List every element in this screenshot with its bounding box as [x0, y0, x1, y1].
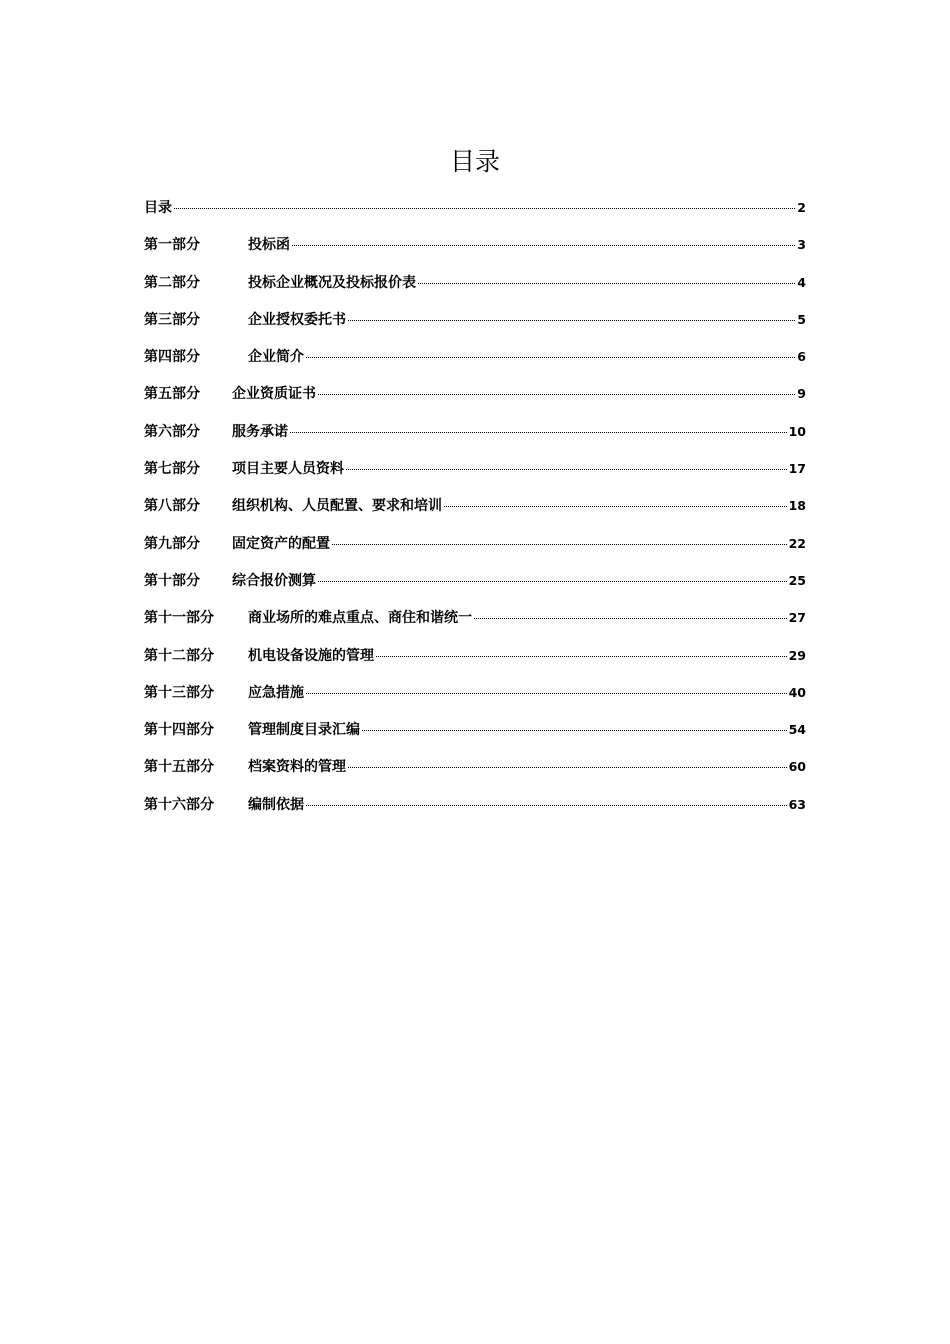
toc-entry-part: 第十一部分 — [144, 610, 214, 627]
toc-entry-title: 组织机构、人员配置、要求和培训 — [232, 498, 442, 515]
toc-entry[interactable] — [144, 570, 806, 607]
toc-entry-part: 第十五部分 — [144, 759, 214, 776]
toc-entry-page: 54 — [788, 722, 806, 738]
toc-entry-title: 机电设备设施的管理 — [248, 647, 374, 664]
toc-entry[interactable] — [144, 458, 806, 495]
toc-entry-part: 第十六部分 — [144, 796, 214, 813]
toc-entry[interactable] — [144, 794, 806, 831]
dot-leader — [444, 506, 787, 507]
toc-entry-page: 10 — [788, 423, 806, 439]
toc-entry[interactable] — [144, 756, 806, 793]
toc-entry-title: 固定资产的配置 — [232, 535, 330, 552]
dot-leader — [306, 805, 787, 806]
toc-entry-title: 企业授权委托书 — [248, 311, 346, 328]
toc-entry-title: 档案资料的管理 — [248, 759, 346, 776]
toc-entry[interactable] — [144, 383, 806, 420]
toc-entry-title: 目录 — [144, 200, 172, 216]
dot-leader — [290, 432, 787, 433]
toc-entry-page: 5 — [797, 311, 806, 327]
dot-leader — [332, 544, 787, 545]
toc-entry[interactable] — [144, 272, 806, 309]
toc-entry-part: 第十部分 — [144, 572, 200, 589]
toc-entry-title: 商业场所的难点重点、商住和谐统一 — [248, 610, 472, 627]
toc-entry-page: 3 — [797, 237, 806, 253]
toc-entry[interactable] — [144, 197, 806, 234]
table-of-contents — [144, 197, 806, 831]
toc-entry-page: 9 — [797, 386, 806, 402]
toc-entry[interactable] — [144, 234, 806, 271]
toc-entry[interactable] — [144, 533, 806, 570]
toc-entry[interactable] — [144, 682, 806, 719]
toc-entry-title: 服务承诺 — [232, 423, 288, 440]
toc-entry[interactable] — [144, 421, 806, 458]
toc-entry-page: 22 — [788, 535, 806, 551]
toc-entry-part: 第二部分 — [144, 274, 200, 291]
dot-leader — [306, 357, 795, 358]
dot-leader — [174, 208, 795, 209]
toc-entry-title: 企业资质证书 — [232, 386, 316, 403]
dot-leader — [474, 618, 787, 619]
toc-entry-title: 投标企业概况及投标报价表 — [248, 274, 416, 291]
toc-entry-part: 第六部分 — [144, 423, 200, 440]
toc-entry-page: 60 — [788, 759, 806, 775]
dot-leader — [348, 320, 795, 321]
toc-entry-part: 第十二部分 — [144, 647, 214, 664]
toc-entry-part: 第七部分 — [144, 461, 200, 478]
toc-entry-page: 4 — [797, 274, 806, 290]
dot-leader — [306, 693, 787, 694]
toc-entry-part: 第九部分 — [144, 535, 200, 552]
toc-entry-title: 编制依据 — [248, 796, 304, 813]
toc-entry[interactable] — [144, 346, 806, 383]
toc-entry-page: 18 — [788, 498, 806, 514]
toc-entry-title: 应急措施 — [248, 684, 304, 701]
toc-entry-page: 6 — [797, 349, 806, 365]
toc-entry-page: 27 — [788, 610, 806, 626]
dot-leader — [292, 245, 795, 246]
toc-entry[interactable] — [144, 495, 806, 532]
toc-entry-title: 企业简介 — [248, 349, 304, 366]
toc-entry-title: 管理制度目录汇编 — [248, 722, 360, 739]
dot-leader — [318, 394, 795, 395]
toc-entry-part: 第三部分 — [144, 311, 200, 328]
page-title: 目录 — [449, 147, 500, 176]
toc-entry-title: 投标函 — [248, 237, 290, 254]
toc-entry-part: 第十三部分 — [144, 684, 214, 701]
dot-leader — [418, 283, 795, 284]
toc-entry-title: 综合报价测算 — [232, 572, 316, 589]
toc-entry-page: 2 — [797, 200, 806, 215]
toc-entry-part: 第八部分 — [144, 498, 200, 515]
toc-entry-page: 40 — [788, 684, 806, 700]
toc-entry-title: 项目主要人员资料 — [232, 461, 344, 478]
toc-entry[interactable] — [144, 719, 806, 756]
toc-entry-page: 63 — [788, 796, 806, 812]
toc-entry-part: 第一部分 — [144, 237, 200, 254]
dot-leader — [362, 730, 787, 731]
dot-leader — [346, 469, 787, 470]
toc-entry[interactable] — [144, 309, 806, 346]
toc-entry-part: 第四部分 — [144, 349, 200, 366]
dot-leader — [376, 656, 787, 657]
dot-leader — [318, 581, 787, 582]
toc-entry-part: 第五部分 — [144, 386, 200, 403]
toc-entry-part: 第十四部分 — [144, 722, 214, 739]
toc-entry[interactable] — [144, 607, 806, 644]
toc-entry-page: 17 — [788, 461, 806, 477]
toc-entry-page: 25 — [788, 572, 806, 588]
dot-leader — [348, 767, 787, 768]
toc-entry-page: 29 — [788, 647, 806, 663]
toc-entry[interactable] — [144, 645, 806, 682]
